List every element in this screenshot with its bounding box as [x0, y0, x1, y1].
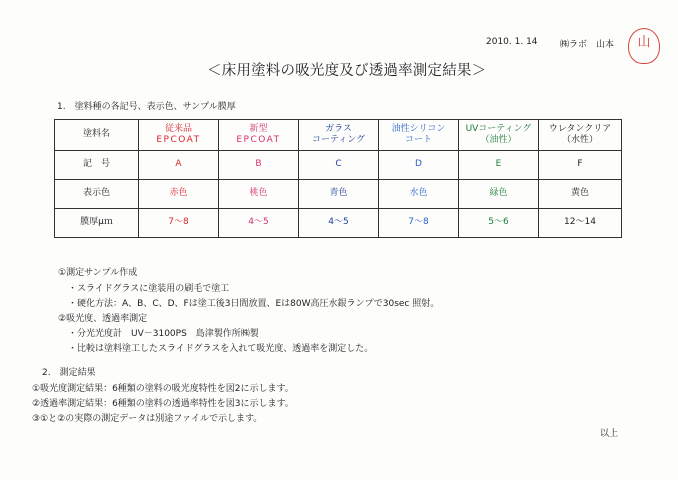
- color-a: 赤色: [139, 180, 219, 209]
- note2-bullet2: ・比較は塗料塗工したスライドグラスを入れて吸光度、透過率を測定した。: [68, 344, 374, 354]
- symbol-f: F: [539, 151, 622, 180]
- symbol-e: E: [459, 151, 539, 180]
- name-a-line1: 従来品: [164, 123, 192, 134]
- table-row-color: [55, 180, 622, 209]
- color-f: 黄色: [539, 180, 622, 209]
- cell-name-d: [379, 120, 459, 151]
- thickness-c: 4～5: [299, 209, 379, 238]
- name-b-line1: 新型: [249, 123, 268, 134]
- row-label-thickness: 膜厚μｍ: [55, 209, 139, 238]
- table-row-symbol: [55, 151, 622, 180]
- color-b: 桃色: [219, 180, 299, 209]
- result1: ①吸光度測定結果：6種類の塗料の吸光度特性を図2に示します。: [32, 384, 294, 394]
- page-title: ＜床用塗料の吸光度及び透過率測定結果＞: [207, 63, 487, 79]
- cell-name-e: [459, 120, 539, 151]
- section1-heading: 1. 塗料種の各記号、表示色、サンプル膜厚: [57, 102, 236, 112]
- note2-heading: ②吸光度、透過率測定: [58, 314, 148, 324]
- name-d-line2: コート: [404, 135, 432, 145]
- note1-bullet2: ・硬化方法：A、B、C、D、Fは塗工後3日間放置、Eは80W高圧水銀ランプで30sec 照射。: [68, 299, 440, 309]
- symbol-c: C: [299, 151, 379, 180]
- section2-heading: 2. 測定結果: [42, 368, 96, 378]
- thickness-e: 5～6: [459, 209, 539, 238]
- symbol-d: D: [379, 151, 459, 180]
- name-f-line1: ウレタンクリア: [548, 123, 612, 134]
- note2-bullet1: ・分光光度計 UV－3100PS 島津製作所㈱製: [68, 329, 259, 339]
- row-label-symbol: 記 号: [55, 151, 139, 180]
- author-name: ㈱ラボ 山本: [560, 40, 615, 50]
- color-e: 緑色: [459, 180, 539, 209]
- result2: ②透過率測定結果：6種類の塗料の透過率特性を図3に示します。: [32, 399, 294, 409]
- symbol-b: B: [219, 151, 299, 180]
- thickness-d: 7～8: [379, 209, 459, 238]
- name-e-line2: （油性）: [480, 135, 517, 145]
- table-row-thickness: [55, 209, 622, 238]
- thickness-a: 7～8: [139, 209, 219, 238]
- table-row-name: [55, 120, 622, 151]
- color-c: 青色: [299, 180, 379, 209]
- result3: ③①と②の実際の測定データは別途ファイルで示します。: [32, 414, 263, 424]
- document-date: 2010. 1. 14: [486, 37, 538, 47]
- name-c-line1: ガラス: [325, 123, 352, 134]
- name-e-line1: UVコーティング: [465, 123, 532, 134]
- hanko-seal: [628, 28, 660, 64]
- name-f-line2: （水性）: [561, 135, 598, 145]
- cell-name-a: [139, 120, 219, 151]
- cell-name-f: [539, 120, 622, 151]
- name-c-line2: コーティング: [311, 135, 366, 145]
- seal-text: 山: [637, 35, 651, 50]
- name-a-line2: EPCOAT: [156, 135, 201, 145]
- color-d: 水色: [379, 180, 459, 209]
- row-label-name: 塗料名: [55, 120, 139, 151]
- note1-heading: ①測定サンプル作成: [58, 268, 138, 278]
- thickness-f: 12～14: [539, 209, 622, 238]
- note1-bullet1: ・スライドグラスに塗装用の刷毛で塗工: [68, 284, 230, 294]
- paint-table: [54, 119, 622, 238]
- cell-name-c: [299, 120, 379, 151]
- symbol-a: A: [139, 151, 219, 180]
- name-b-line2: EPCOAT: [236, 135, 281, 145]
- cell-name-b: [219, 120, 299, 151]
- thickness-b: 4～5: [219, 209, 299, 238]
- closing-mark: 以上: [599, 429, 618, 439]
- row-label-color: 表示色: [55, 180, 139, 209]
- name-d-line1: 油性シリコン: [391, 123, 446, 134]
